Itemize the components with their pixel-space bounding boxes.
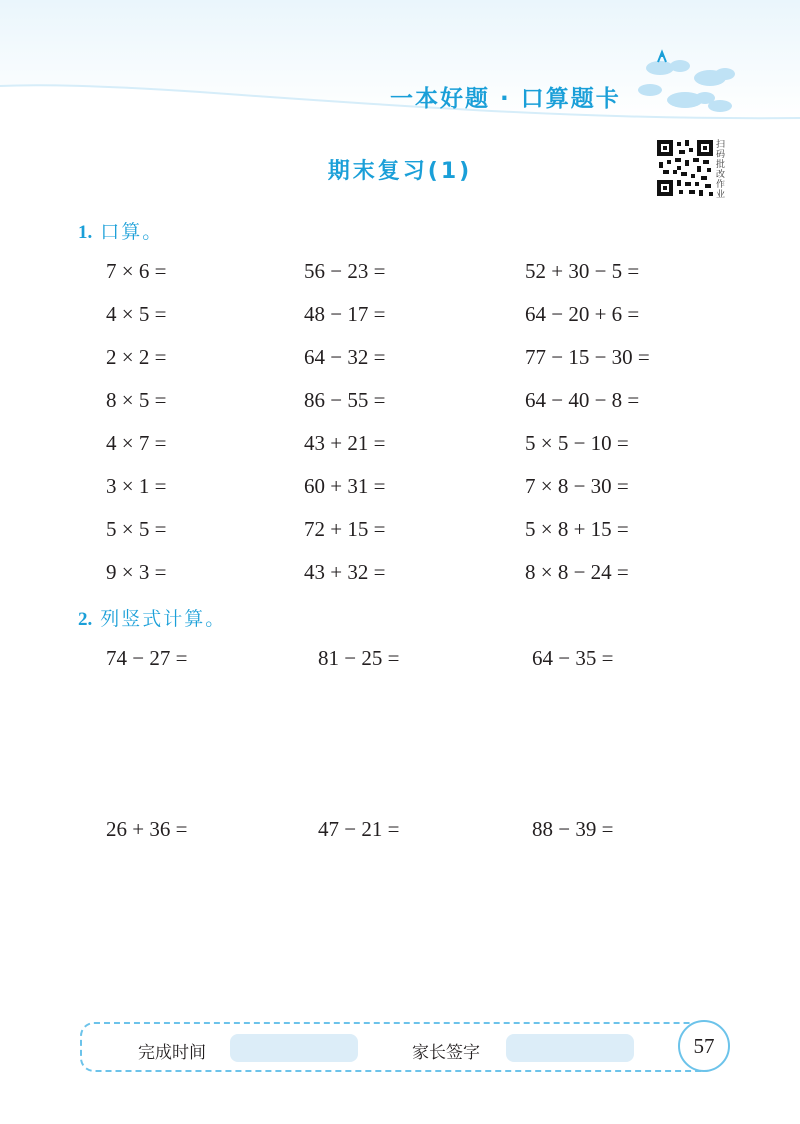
oral-problem: 3 × 1 = (106, 474, 167, 498)
oral-problem: 5 × 5 − 10 = (525, 431, 629, 455)
qr-caption: 扫码批改作业 (716, 140, 726, 200)
oral-problem: 4 × 7 = (106, 431, 167, 455)
oral-problem: 8 × 8 − 24 = (525, 560, 629, 584)
section-1-heading (78, 217, 163, 244)
oral-problem: 43 + 32 = (304, 560, 386, 584)
oral-problem: 7 × 8 − 30 = (525, 474, 629, 498)
oral-problem: 64 − 40 − 8 = (525, 388, 640, 412)
page-number: 57 (678, 1020, 730, 1072)
oral-problem: 56 − 23 = (304, 259, 386, 283)
oral-problem: 8 × 5 = (106, 388, 167, 412)
oral-problem: 9 × 3 = (106, 560, 167, 584)
footer-bar (80, 1022, 720, 1072)
oral-problem: 43 + 21 = (304, 431, 386, 455)
vertical-problem: 47 − 21 = (318, 817, 400, 841)
oral-problem: 48 − 17 = (304, 302, 386, 326)
section-2-number: 2. (78, 609, 93, 630)
oral-problem: 5 × 8 + 15 = (525, 517, 629, 541)
clouds-decoration (630, 48, 740, 118)
oral-problem: 2 × 2 = (106, 345, 167, 369)
qr-code-icon[interactable] (657, 140, 713, 196)
section-1-number: 1. (78, 222, 93, 243)
oral-problem: 4 × 5 = (106, 302, 167, 326)
section-2-heading (78, 604, 226, 631)
oral-problem: 5 × 5 = (106, 517, 167, 541)
vertical-problem: 26 + 36 = (106, 817, 188, 841)
vertical-problem: 64 − 35 = (532, 646, 614, 670)
oral-problem: 64 − 32 = (304, 345, 386, 369)
parent-signature-field[interactable] (506, 1034, 634, 1062)
parent-signature-label: 家长签字 (412, 1043, 480, 1063)
section-1-title: 口算。 (100, 221, 164, 243)
section-2-title: 列竖式计算。 (100, 608, 227, 630)
completion-time-label: 完成时间 (138, 1043, 206, 1063)
oral-problem: 86 − 55 = (304, 388, 386, 412)
completion-time-field[interactable] (230, 1034, 358, 1062)
oral-problem: 64 − 20 + 6 = (525, 302, 640, 326)
header-title: 一本好题 · 口算题卡 (390, 86, 621, 112)
oral-problem: 60 + 31 = (304, 474, 386, 498)
oral-problem: 72 + 15 = (304, 517, 386, 541)
oral-problem: 52 + 30 − 5 = (525, 259, 640, 283)
page-title: 期末复习(1) (327, 159, 473, 184)
vertical-problem: 74 − 27 = (106, 646, 188, 670)
vertical-problem: 81 − 25 = (318, 646, 400, 670)
oral-problem: 77 − 15 − 30 = (525, 345, 650, 369)
vertical-problem: 88 − 39 = (532, 817, 614, 841)
oral-problem: 7 × 6 = (106, 259, 167, 283)
